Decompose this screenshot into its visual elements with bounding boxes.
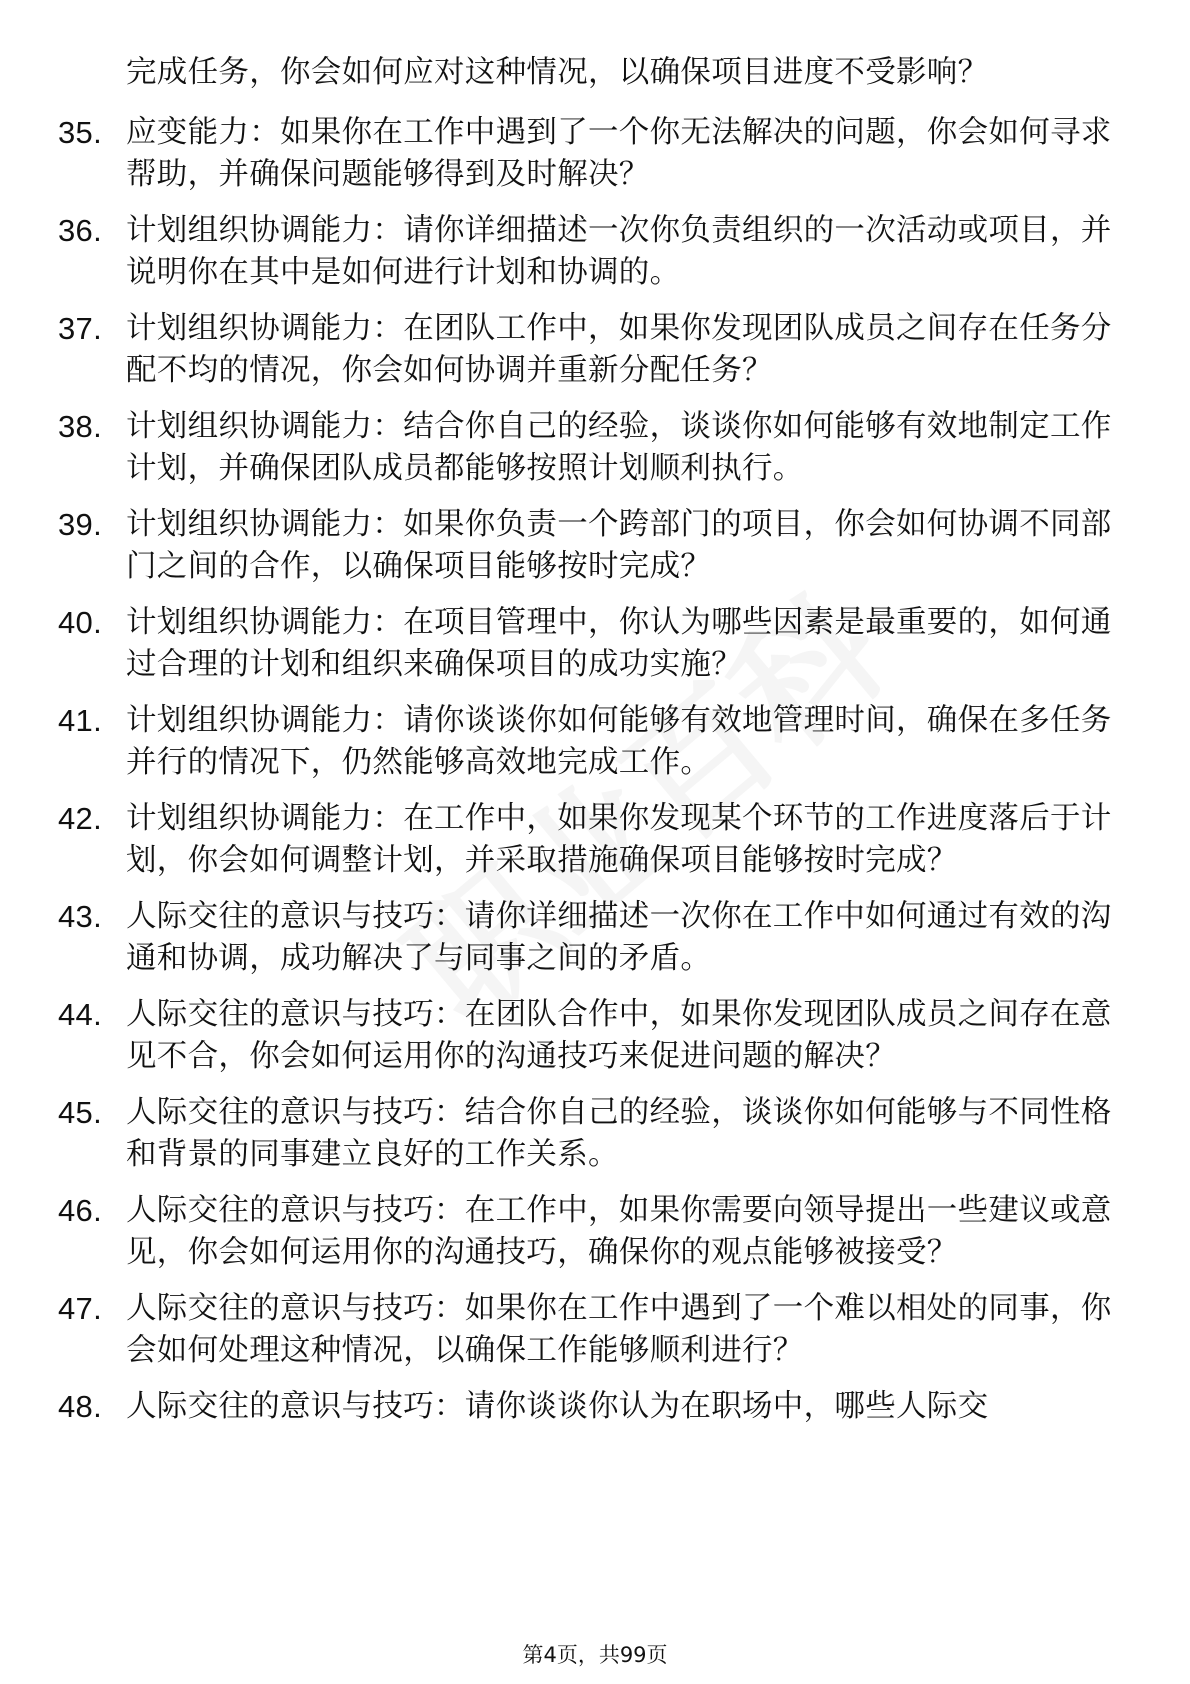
question-item <box>0 504 1190 588</box>
question-number: 37. <box>58 311 102 346</box>
question-item <box>0 1092 1190 1176</box>
question-number: 39. <box>58 507 102 542</box>
question-list <box>0 112 1190 1442</box>
question-item <box>0 896 1190 980</box>
question-text: 人际交往的意识与技巧：在工作中，如果你需要向领导提出一些建议或意见，你会如何运用你的沟通技巧，确保你的观点能够被接受？ <box>126 1193 1112 1270</box>
question-number: 44. <box>58 997 102 1032</box>
question-item <box>0 406 1190 490</box>
question-text: 计划组织协调能力：在团队工作中，如果你发现团队成员之间存在任务分配不均的情况，你会如何协调并重新分配任务？ <box>126 311 1112 388</box>
question-text: 计划组织协调能力：在项目管理中，你认为哪些因素是最重要的，如何通过合理的计划和组织来确保项目的成功实施？ <box>126 605 1112 682</box>
question-number: 42. <box>58 801 102 836</box>
question-item <box>0 994 1190 1078</box>
question-number: 47. <box>58 1291 102 1326</box>
question-item <box>0 308 1190 392</box>
question-number: 45. <box>58 1095 102 1130</box>
question-number: 38. <box>58 409 102 444</box>
question-text: 计划组织协调能力：在工作中，如果你发现某个环节的工作进度落后于计划，你会如何调整计划，并采取措施确保项目能够按时完成？ <box>126 801 1112 878</box>
question-text: 人际交往的意识与技巧：如果你在工作中遇到了一个难以相处的同事，你会如何处理这种情况，以确保工作能够顺利进行？ <box>126 1291 1112 1368</box>
question-item <box>0 1190 1190 1274</box>
question-text: 人际交往的意识与技巧：在团队合作中，如果你发现团队成员之间存在意见不合，你会如何运用你的沟通技巧来促进问题的解决？ <box>126 997 1112 1074</box>
question-item <box>0 1288 1190 1372</box>
question-text: 计划组织协调能力：结合你自己的经验，谈谈你如何能够有效地制定工作计划，并确保团队成员都能够按照计划顺利执行。 <box>126 409 1112 486</box>
question-item <box>0 700 1190 784</box>
question-number: 46. <box>58 1193 102 1228</box>
question-number: 40. <box>58 605 102 640</box>
question-text: 人际交往的意识与技巧：结合你自己的经验，谈谈你如何能够与不同性格和背景的同事建立良好的工作关系。 <box>126 1095 1112 1172</box>
question-text: 人际交往的意识与技巧：请你详细描述一次你在工作中如何通过有效的沟通和协调，成功解决了与同事之间的矛盾。 <box>126 899 1112 976</box>
question-text: 计划组织协调能力：请你详细描述一次你负责组织的一次活动或项目，并说明你在其中是如何进行计划和协调的。 <box>126 213 1112 290</box>
page-footer: 第4页，共99页 <box>522 1643 668 1667</box>
question-number: 41. <box>58 703 102 738</box>
question-number: 43. <box>58 899 102 934</box>
continued-question-text: 完成任务，你会如何应对这种情况，以确保项目进度不受影响？ <box>126 55 989 90</box>
question-text: 应变能力：如果你在工作中遇到了一个你无法解决的问题，你会如何寻求帮助，并确保问题能够得到及时解决？ <box>126 115 1112 192</box>
question-text: 计划组织协调能力：请你谈谈你如何能够有效地管理时间，确保在多任务并行的情况下，仍然能够高效地完成工作。 <box>126 703 1112 780</box>
question-text: 人际交往的意识与技巧：请你谈谈你认为在职场中，哪些人际交 <box>126 1389 989 1424</box>
question-item <box>0 798 1190 882</box>
question-number: 36. <box>58 213 102 248</box>
question-item <box>0 112 1190 196</box>
question-text: 计划组织协调能力：如果你负责一个跨部门的项目，你会如何协调不同部门之间的合作，以确保项目能够按时完成？ <box>126 507 1112 584</box>
question-item <box>0 602 1190 686</box>
question-item <box>0 1386 1190 1428</box>
question-item <box>0 210 1190 294</box>
question-number: 35. <box>58 115 102 150</box>
question-number: 48. <box>58 1389 102 1424</box>
